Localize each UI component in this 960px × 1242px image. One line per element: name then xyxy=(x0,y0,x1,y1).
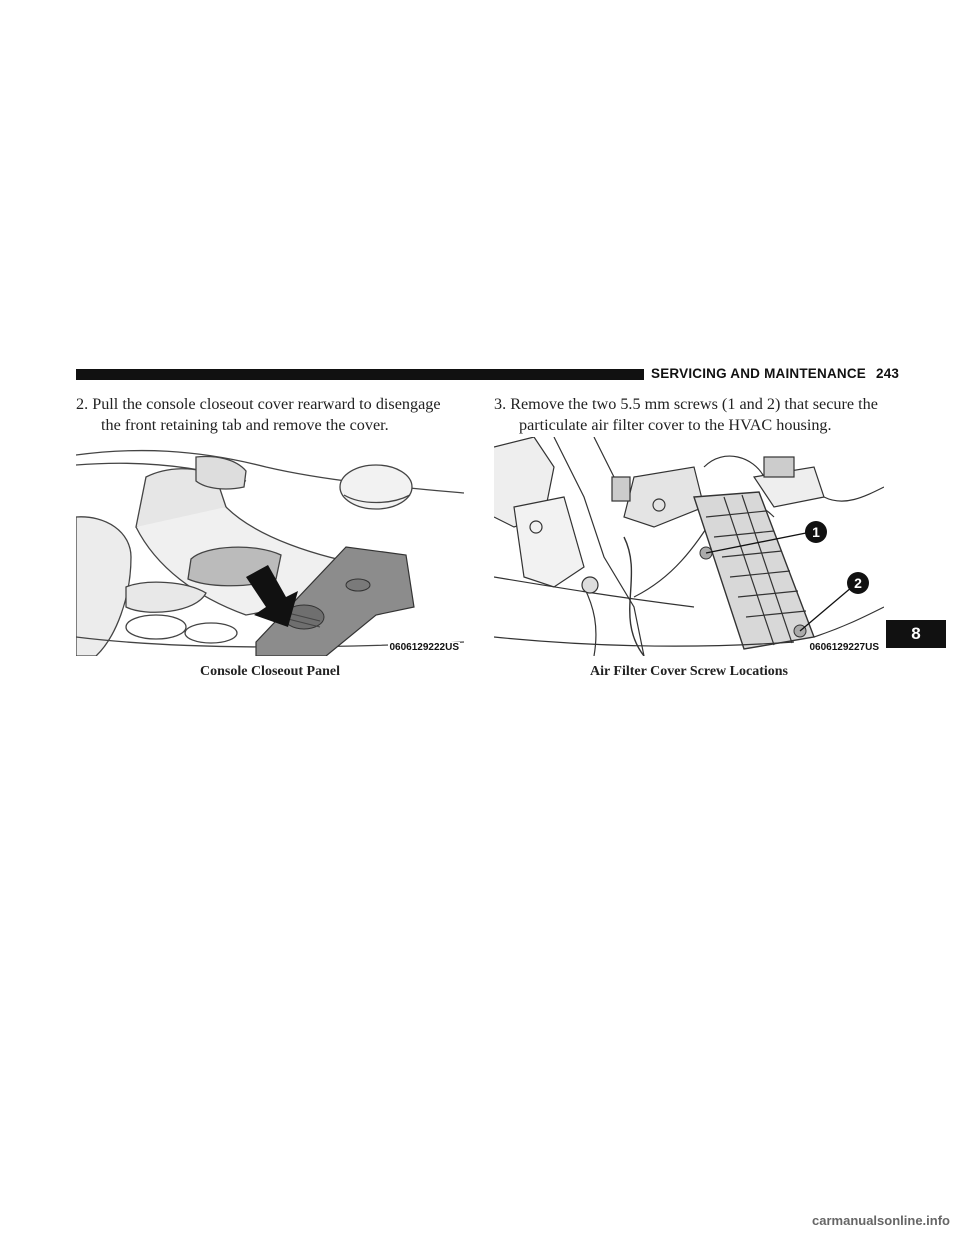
console-closeout-figure xyxy=(76,437,464,656)
watermark-footer: carmanualsonline.info xyxy=(812,1213,950,1228)
step-3-text xyxy=(494,394,890,436)
callout-2-label: 2 xyxy=(854,575,862,591)
step-3-line-2: particulate air filter cover to the HVAC housing. xyxy=(519,416,832,434)
figure-caption-console: Console Closeout Panel xyxy=(200,664,340,679)
console-illustration xyxy=(76,437,464,656)
step-2-text xyxy=(76,394,466,436)
figure-caption-air-filter: Air Filter Cover Screw Locations xyxy=(589,664,789,679)
header-rule xyxy=(76,369,644,380)
step-2-line-2: the front retaining tab and remove the cover. xyxy=(101,416,389,434)
step-2-line-1: 2. Pull the console closeout cover rearward to disengage xyxy=(76,395,441,413)
page-number: 243 xyxy=(876,366,900,381)
hvac-illustration xyxy=(494,437,884,656)
chapter-tab: 8 xyxy=(886,620,946,648)
air-filter-figure xyxy=(494,437,884,656)
running-header xyxy=(651,366,900,381)
figure-code: 0606129222US xyxy=(389,642,459,653)
callout-1-label: 1 xyxy=(812,524,820,540)
figure-code: 0606129227US xyxy=(809,642,879,653)
section-title: SERVICING AND MAINTENANCE xyxy=(651,366,867,381)
step-3-line-1: 3. Remove the two 5.5 mm screws (1 and 2) that secure the xyxy=(494,395,878,413)
